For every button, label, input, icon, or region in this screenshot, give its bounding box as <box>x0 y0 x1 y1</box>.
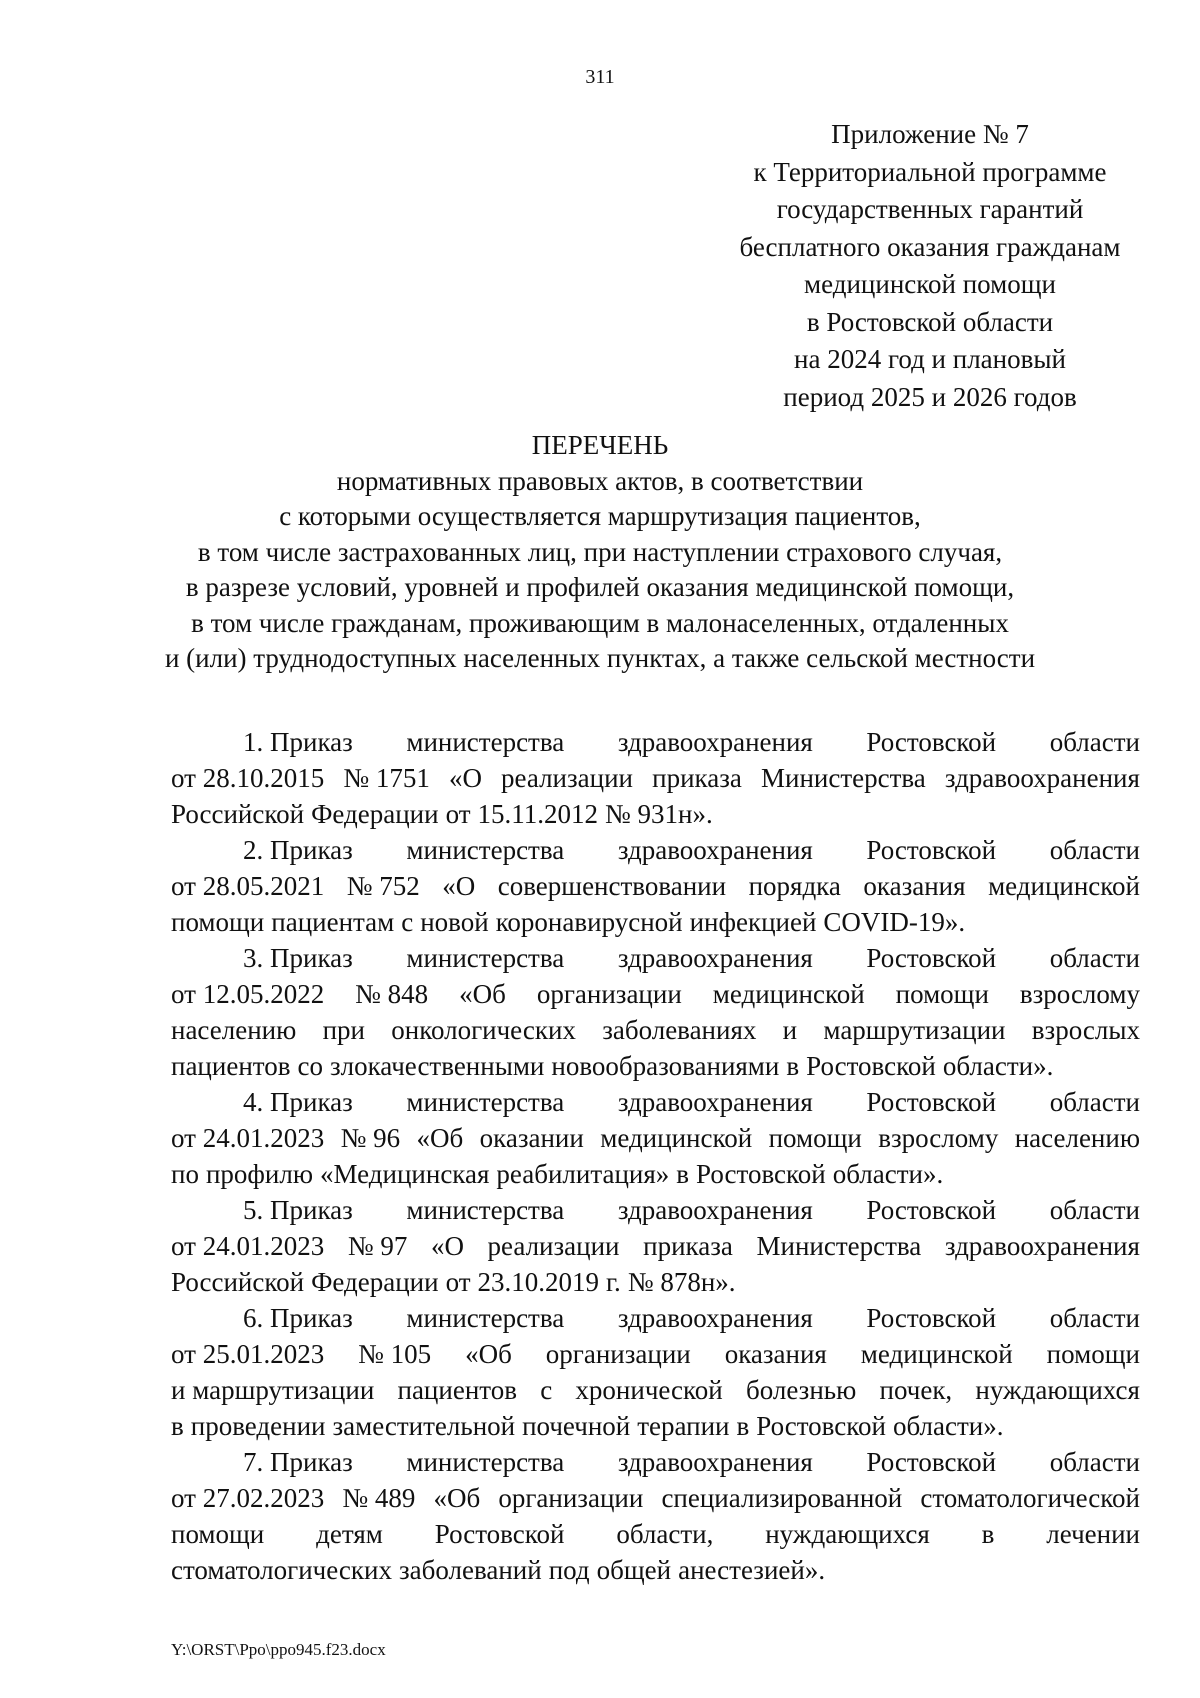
list-item-word: профилю <box>205 1159 313 1189</box>
list-item-word: организации <box>545 1339 691 1369</box>
heading-line: нормативных правовых актов, в соответствии <box>336 465 864 496</box>
list-item-word: почечной <box>522 1411 631 1441</box>
list-item-word: и <box>782 1015 798 1045</box>
list-item-line <box>171 1084 1140 1120</box>
list-item-word: в <box>736 1411 750 1441</box>
list-item-word: от <box>445 799 471 829</box>
list-item-word: министерства <box>406 1303 565 1333</box>
annex-line: к Территориальной программе <box>753 156 1107 187</box>
list-item-word: области». <box>832 1159 944 1189</box>
list-item-line <box>171 1192 1140 1228</box>
list-item-line <box>171 1048 1140 1084</box>
list-item-word: здравоохранения <box>617 943 813 973</box>
list-item-line <box>171 1444 1140 1480</box>
list-item-word: № 97 <box>347 1231 408 1261</box>
list-item-word: здравоохранения <box>944 763 1140 793</box>
heading-line: и (или) труднодоступных населенных пунктах, а также сельской местности <box>164 643 1036 673</box>
list-item-word: здравоохранения <box>944 1231 1140 1261</box>
annex-line: бесплатного оказания гражданам <box>739 231 1121 262</box>
list-item-line <box>171 1408 1140 1444</box>
list-item-word: и маршрутизации <box>171 1375 375 1405</box>
list-item-line <box>171 940 1140 976</box>
list-item-word: помощи <box>1046 1339 1140 1369</box>
list-item-word: под <box>548 1555 590 1585</box>
list-item-word: № 96 <box>340 1123 401 1153</box>
list-item-word: заместительной <box>332 1411 516 1441</box>
list-item-word: Министерства <box>760 763 926 793</box>
list-item-word: «Медицинская <box>320 1159 490 1189</box>
list-item-word: коронавирусной <box>495 907 683 937</box>
document-title: ПЕРЕЧЕНЬ <box>531 430 669 460</box>
list-item-word: в <box>981 1519 995 1549</box>
list-item-word: в <box>171 1411 184 1441</box>
file-path-footer: Y:\ORST\Ppo\ppo945.f23.docx <box>171 1640 386 1659</box>
list-item-word: министерства <box>406 1087 565 1117</box>
list-item-line <box>171 1552 1140 1588</box>
list-item-word: области». <box>892 1411 1004 1441</box>
list-item-word: в <box>676 1159 690 1189</box>
list-item-word: здравоохранения <box>617 835 813 865</box>
list-item-line <box>171 1156 1140 1192</box>
list-item-word: «Об <box>459 979 506 1009</box>
list-item-word: новой <box>420 907 489 937</box>
list-item-line <box>171 1372 1140 1408</box>
annex-line: Приложение № 7 <box>831 119 1029 149</box>
list-item-line <box>171 1336 1140 1372</box>
list-item-word: от <box>445 1267 471 1297</box>
list-item-line <box>171 1300 1140 1336</box>
list-item-word: оказания <box>863 871 966 901</box>
list-item-word: от 28.05.2021 <box>171 871 325 901</box>
list-item-word: Федерации <box>311 1267 439 1297</box>
list-item-word: маршрутизации <box>823 1015 1006 1045</box>
list-item-line <box>171 868 1140 904</box>
list-item-word: почек, <box>879 1375 953 1405</box>
list-item <box>171 1084 1140 1192</box>
list-item-word: Ростовской <box>756 1411 886 1441</box>
list-item-word: стоматологических <box>171 1555 392 1585</box>
list-item-word: организации <box>498 1483 644 1513</box>
list-item-word: Ростовской <box>866 1195 997 1225</box>
list-item-word: помощи <box>895 979 989 1009</box>
list-item-word: области <box>1049 1303 1140 1333</box>
list-item-word: заболеваниях <box>602 1015 757 1045</box>
list-item-word: здравоохранения <box>617 1195 813 1225</box>
list-item-word: общей <box>596 1555 672 1585</box>
list-item-word: здравоохранения <box>617 727 813 757</box>
list-item-word: приказа <box>652 763 742 793</box>
list-item-word: при <box>322 1015 365 1045</box>
list-item-word: COVID-19». <box>823 907 966 937</box>
list-item-word: Федерации <box>311 799 439 829</box>
list-item-word: с <box>401 907 414 937</box>
list-item-word: злокачественными <box>329 1051 545 1081</box>
list-item-word: населению <box>1014 1123 1140 1153</box>
annex-line: медицинской помощи <box>804 269 1056 299</box>
list-item-word: 23.10.2019 <box>477 1267 600 1297</box>
list-item-word: министерства <box>406 727 565 757</box>
list-item-line <box>171 1120 1140 1156</box>
list-item-word: Ростовской <box>866 1303 997 1333</box>
list-item-word: 4. Приказ <box>243 1087 353 1117</box>
list-item-word: 1. Приказ <box>243 727 353 757</box>
list-item-word: «Об <box>465 1339 512 1369</box>
list-item-line <box>171 1012 1140 1048</box>
annex-line: период 2025 и 2026 годов <box>783 381 1077 412</box>
list-item-line <box>171 1264 1140 1300</box>
list-item-word: области, <box>616 1519 714 1549</box>
list-item-word: министерства <box>406 835 565 865</box>
list-item-word: № 489 <box>342 1483 416 1513</box>
list-item-word: медицинской <box>600 1123 753 1153</box>
list-item <box>171 1192 1140 1300</box>
heading-line: с которыми осуществляется маршрутизация пациентов, <box>279 501 921 531</box>
list-item-word: от 25.01.2023 <box>171 1339 325 1369</box>
list-item-word: с <box>540 1375 553 1405</box>
list-item-word: стоматологической <box>920 1483 1140 1513</box>
list-item-word: Ростовской <box>696 1159 826 1189</box>
list-item-word: Российской <box>171 1267 305 1297</box>
list-item <box>171 832 1140 940</box>
list-item-word: по <box>171 1159 199 1189</box>
list-item-word: области <box>1049 1195 1140 1225</box>
list-item-word: Министерства <box>756 1231 922 1261</box>
list-item-word: со <box>297 1051 323 1081</box>
list-item-line <box>171 1228 1140 1264</box>
list-item-word: от 24.01.2023 <box>171 1123 325 1153</box>
list-item-word: проведении <box>190 1411 326 1441</box>
list-item-word: Ростовской <box>866 727 997 757</box>
list-item-word: болезнью <box>745 1375 857 1405</box>
page-number: 311 <box>585 66 615 88</box>
list-item-word: «Об <box>416 1123 464 1153</box>
list-item-word: реабилитация» <box>496 1159 670 1189</box>
list-item-word: пациентам <box>271 907 395 937</box>
list-item-word: Ростовской <box>434 1519 565 1549</box>
list-item-word: 5. Приказ <box>243 1195 353 1225</box>
list-item-line <box>171 976 1140 1012</box>
heading-line: в том числе застрахованных лиц, при наступлении страхового случая, <box>197 536 1003 567</box>
list-item-word: лечении <box>1046 1519 1140 1549</box>
list-item-word: Ростовской <box>866 943 997 973</box>
list-item-word: 6. Приказ <box>243 1303 353 1333</box>
annex-line: в Ростовской области <box>806 306 1054 337</box>
document-heading <box>150 428 1050 677</box>
list-item-line <box>171 904 1140 940</box>
list-item-word: реализации <box>501 763 634 793</box>
list-item-word: хронической <box>575 1375 723 1405</box>
list-item-word: 7. Приказ <box>243 1447 353 1477</box>
list-item-word: нуждающихся <box>975 1375 1140 1405</box>
list-item-word: 15.11.2012 <box>477 799 599 829</box>
list-item-word: в <box>786 1051 800 1081</box>
list-item-line <box>171 1480 1140 1516</box>
list-item-word: Ростовской <box>806 1051 936 1081</box>
list-item-word: области <box>1049 727 1140 757</box>
list-item-word: № 1751 <box>343 763 430 793</box>
order-list <box>171 724 1140 1588</box>
list-item-word: «О <box>430 1231 464 1261</box>
list-item-line <box>171 1516 1140 1552</box>
list-item-line <box>171 832 1140 868</box>
list-item-word: от 27.02.2023 <box>171 1483 325 1513</box>
list-item-line <box>171 760 1140 796</box>
list-item-word: «О <box>448 763 482 793</box>
list-item-word: № 105 <box>358 1339 432 1369</box>
list-item-word: оказания <box>724 1339 827 1369</box>
list-item-word: приказа <box>643 1231 733 1261</box>
list-item-word: от 28.10.2015 <box>171 763 325 793</box>
list-item-word: № 931н». <box>605 799 713 829</box>
list-item-word: организации <box>536 979 682 1009</box>
list-item <box>171 724 1140 832</box>
list-item-word: порядка <box>748 871 841 901</box>
list-item-line <box>171 724 1140 760</box>
list-item-word: здравоохранения <box>617 1303 813 1333</box>
list-item-word: здравоохранения <box>617 1447 813 1477</box>
list-item-word: помощи <box>768 1123 862 1153</box>
list-item-word: Ростовской <box>866 1087 997 1117</box>
list-item-word: министерства <box>406 1447 565 1477</box>
list-item <box>171 1444 1140 1588</box>
list-item-word: оказании <box>479 1123 584 1153</box>
heading-line: в разрезе условий, уровней и профилей оказания медицинской помощи, <box>185 572 1015 602</box>
list-item-word: заболеваний <box>398 1555 542 1585</box>
list-item-word: совершенствовании <box>497 871 727 901</box>
annex-line: государственных гарантий <box>776 194 1084 224</box>
list-item-word: от 12.05.2022 <box>171 979 325 1009</box>
list-item-word: населению <box>171 1015 297 1045</box>
list-item-word: детям <box>316 1519 383 1549</box>
list-item-word: Ростовской <box>866 1447 997 1477</box>
list-item-word: 2. Приказ <box>243 835 353 865</box>
list-item-word: здравоохранения <box>617 1087 813 1117</box>
list-item-word: взрослому <box>1019 979 1140 1009</box>
list-item-word: взрослых <box>1031 1015 1140 1045</box>
list-item-word: № 752 <box>346 871 420 901</box>
list-item-word: пациентов <box>397 1375 517 1405</box>
list-item-word: помощи <box>171 907 265 937</box>
list-item-word: г. <box>606 1267 621 1297</box>
list-item-word: от 24.01.2023 <box>171 1231 325 1261</box>
list-item-word: области <box>1049 1087 1140 1117</box>
list-item-word: медицинской <box>988 871 1140 901</box>
list-item-word: помощи <box>171 1519 265 1549</box>
list-item-word: области <box>1049 835 1140 865</box>
list-item-word: специализированной <box>661 1483 903 1513</box>
list-item-word: 3. Приказ <box>243 943 353 973</box>
list-item-word: нуждающихся <box>765 1519 930 1549</box>
list-item <box>171 1300 1140 1444</box>
list-item-word: Ростовской <box>866 835 997 865</box>
list-item-word: медицинской <box>860 1339 1013 1369</box>
list-item-word: пациентов <box>171 1051 291 1081</box>
annex-block <box>720 116 1140 416</box>
list-item <box>171 940 1140 1084</box>
list-item-word: терапии <box>637 1411 730 1441</box>
list-item-line <box>171 796 1140 832</box>
list-item-word: онкологических <box>391 1015 576 1045</box>
list-item-word: министерства <box>406 1195 565 1225</box>
list-item-word: медицинской <box>712 979 865 1009</box>
list-item-word: области <box>1049 1447 1140 1477</box>
list-item-word: «Об <box>433 1483 481 1513</box>
list-item-word: № 848 <box>355 979 429 1009</box>
list-item-word: области <box>1049 943 1140 973</box>
list-item-word: Российской <box>171 799 305 829</box>
list-item-word: № 878н». <box>627 1267 736 1297</box>
list-item-word: инфекцией <box>689 907 817 937</box>
list-item-word: министерства <box>406 943 565 973</box>
list-item-word: «О <box>442 871 476 901</box>
list-item-word: области». <box>942 1051 1054 1081</box>
heading-line: в том числе гражданам, проживающим в малонаселенных, отдаленных <box>191 607 1009 638</box>
list-item-word: реализации <box>487 1231 620 1261</box>
list-item-word: взрослому <box>878 1123 999 1153</box>
list-item-word: анестезией». <box>678 1555 826 1585</box>
annex-line: на 2024 год и плановый <box>794 344 1066 374</box>
list-item-word: новообразованиями <box>551 1051 780 1081</box>
